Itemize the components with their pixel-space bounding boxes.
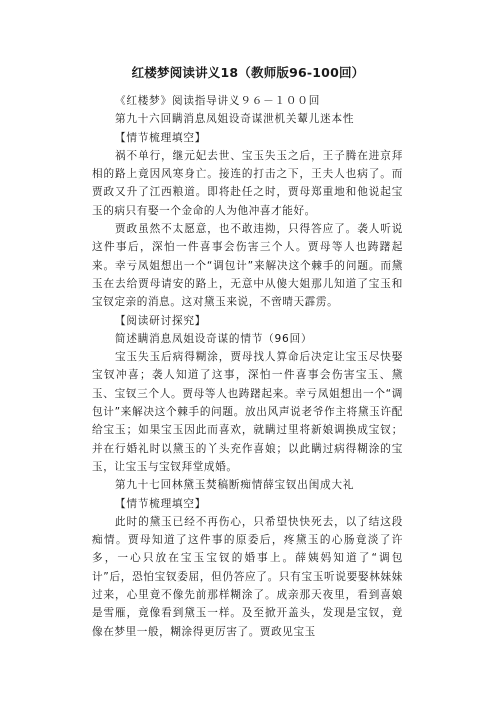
section-heading-plot-fill: 【情节梳理填空】: [115, 131, 207, 144]
document-title: 红楼梦阅读讲义18（教师版96-100回）: [131, 65, 365, 80]
subtitle-line: 《红楼梦》阅读指导讲义９６－１００回: [115, 95, 321, 107]
document-body: [92, 92, 403, 641]
chapter-96-heading: 第九十六回瞒消息凤姐设奇谋泄机关颦儿迷本性: [115, 113, 355, 126]
paragraph-97-plot: 此时的黛玉已经不再伤心，只希望快快死去，以了结这段痴情。贾母知道了这件事的原委后，疼黛玉的心肠竟淡了许多，一心只放在宝玉宝钗的婚事上。薛姨妈知道了“调包计”后，恐怕宝钗委屈，但仍答应了。只有宝玉听说要娶林妹妹过来，心里竟不像先前那样糊涂了。成亲那天夜里，看到喜娘是雪雁，竟像看到黛玉一样。及至掀开盖头，发现是宝钗，竟像在梦里一般，糊涂得更厉害了。贾政见宝玉: [92, 515, 403, 638]
paragraph-96-plot-2: 贾政虽然不太愿意，也不敢违拗，只得答应了。袭人听说这件事后，深怕一件喜事会伤害三个人。贾母等人也踌躇起来。幸亏凤姐想出一个“调包计”来解决这个棘手的问题。而黛玉在去给贾母请安的路上，无意中从傻大姐那儿知道了宝玉和宝钗定亲的消息。这对黛玉来说，不啻晴天霹雳。: [92, 223, 403, 309]
answer-96: 宝玉失玉后病得糊涂，贾母找人算命后决定让宝玉尽快娶宝钗冲喜；袭人知道了这事，深怕一件喜事会伤害宝玉、黛玉、宝钗三个人。贾母等人也踌躇起来。幸亏凤姐想出一个“调包计”来解决这个棘手的问题。放出风声说老爷作主将黛玉许配给宝玉；如果宝玉因此而喜欢，就瞒过里将新娘调换成宝钗；并在行婚礼时以黛玉的丫头充作喜娘；以此瞒过病得糊涂的宝玉，让宝玉与宝钗拜堂成婚。: [92, 351, 403, 473]
question-96: 简述瞒消息凤姐设奇谋的情节（96回）: [115, 332, 313, 345]
section-heading-plot-fill-97: 【情节梳理填空】: [115, 497, 207, 510]
section-heading-discussion: 【阅读研讨探究】: [115, 314, 207, 327]
paragraph-96-plot-1: 祸不单行，继元妃去世、宝玉失玉之后，王子腾在进京拜相的路上竟因风寒身亡。接连的打击之下，王夫人也病了。而贾政又升了江西粮道。即将赴任之时，贾母郑重地和他说起宝玉的病只有娶一个金命的人为他冲喜才能好。: [92, 149, 403, 217]
chapter-97-heading: 第九十七回林黛玉焚稿断痴情薛宝钗出闺成大礼: [115, 479, 355, 492]
